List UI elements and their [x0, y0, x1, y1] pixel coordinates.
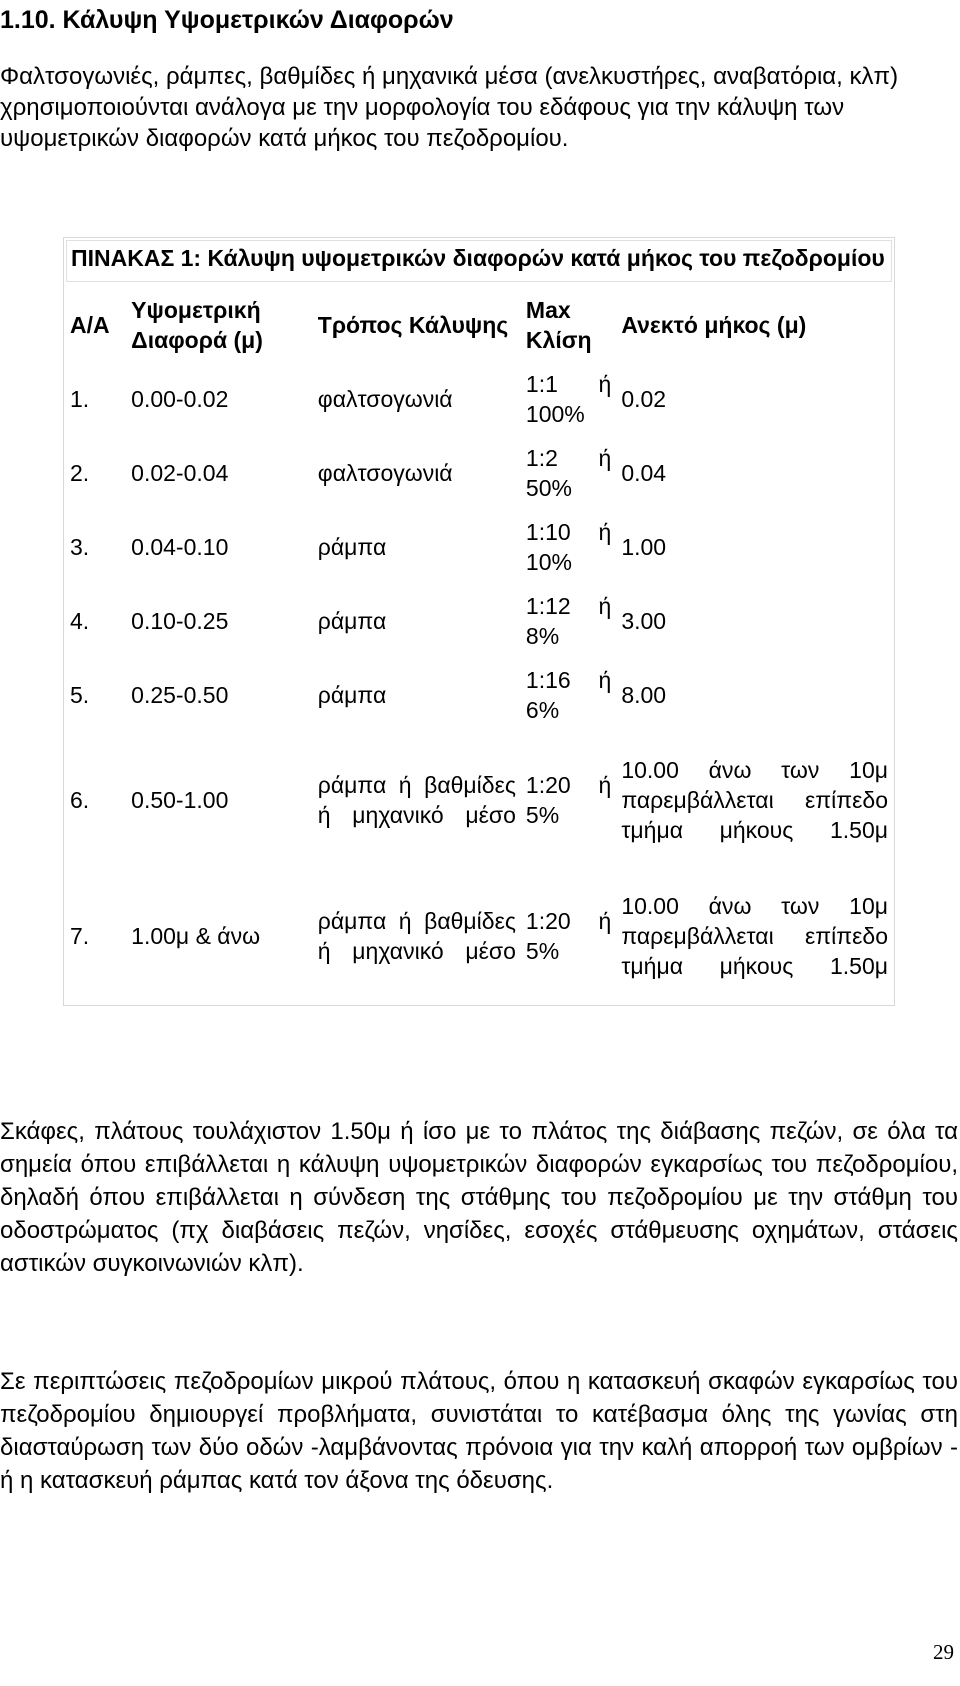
row-number: 2. — [70, 460, 90, 486]
row-number: 3. — [70, 534, 90, 560]
table-row — [66, 659, 892, 731]
row-number: 6. — [70, 787, 90, 813]
tolerable-length: 0.04 — [621, 460, 667, 486]
max-slope: 1:10 ή 10% — [525, 519, 612, 575]
max-slope: 1:2 ή 50% — [525, 445, 612, 501]
coverage-method: φαλτσογωνιά — [317, 460, 453, 486]
tolerable-length: 3.00 — [621, 608, 667, 634]
header-max-slope: Max Κλίση — [525, 297, 592, 353]
max-slope: 1:12 ή 8% — [525, 593, 612, 649]
section-heading: 1.10. Κάλυψη Υψομετρικών Διαφορών — [0, 6, 454, 34]
coverage-method: ράμπα ή βαθμίδες ή μηχανικό μέσο — [317, 908, 516, 964]
table-row — [66, 585, 892, 657]
max-slope: 1:1 ή 100% — [525, 371, 612, 427]
row-number: 4. — [70, 608, 90, 634]
tolerable-length: 8.00 — [621, 682, 667, 708]
row-number: 1. — [70, 386, 90, 412]
height-difference: 0.25-0.50 — [131, 682, 229, 708]
height-difference: 0.02-0.04 — [131, 460, 229, 486]
header-coverage-method: Τρόπος Κάλυψης — [317, 312, 509, 338]
row-number: 7. — [70, 923, 90, 949]
intro-paragraph: Φαλτσογωνιές, ράμπες, βαθμίδες ή μηχανικά μέσα (ανελκυστήρες, αναβατόρια, κλπ) χρησιμοποιούνται ανάλογα με την μορφολογία του εδάφους για την κάλυψη των υψομετρικών διαφορών κατά μήκος του πεζοδρομίου. — [0, 63, 899, 152]
coverage-method: ράμπα ή βαθμίδες ή μηχανικό μέσο — [317, 772, 516, 828]
tolerable-length: 10.00 άνω των 10μ παρεμβάλλεται επίπεδο τμήμα μήκους 1.50μ — [621, 893, 888, 979]
tolerable-length: 10.00 άνω των 10μ παρεμβάλλεται επίπεδο τμήμα μήκους 1.50μ — [621, 757, 888, 843]
tolerable-length: 0.02 — [621, 386, 667, 412]
coverage-method: ράμπα — [317, 682, 387, 708]
height-difference-table — [63, 237, 895, 1006]
height-difference: 1.00μ & άνω — [131, 923, 261, 949]
header-tolerable-length: Ανεκτό μήκος (μ) — [621, 312, 807, 338]
body-paragraph: Σκάφες, πλάτους τουλάχιστον 1.50μ ή ίσο με το πλάτος της διάβασης πεζών, σε όλα τα σημεία όπου επιβάλλεται η κάλυψη υψομετρικών διαφορών εγκαρσίως του πεζοδρομίου, δηλαδή όπου επιβάλλεται η σύνδεση της στάθμης του πεζοδρομίου με την στάθμη του οδοστρώματος (πχ διαβάσεις πεζών, νησίδες, εσοχές στάθμευσης οχημάτων, στάσεις αστικών συγκοινωνιών κλπ). — [0, 1118, 958, 1277]
coverage-method: ράμπα — [317, 608, 387, 634]
table-row — [66, 511, 892, 583]
table-row — [66, 733, 892, 867]
max-slope: 1:20 ή 5% — [525, 908, 612, 964]
table-row — [66, 869, 892, 1003]
header-height-difference: Υψομετρική Διαφορά (μ) — [131, 297, 263, 353]
height-difference: 0.10-0.25 — [131, 608, 229, 634]
coverage-method: φαλτσογωνιά — [317, 386, 453, 412]
row-number: 5. — [70, 682, 90, 708]
table-header-row — [66, 284, 892, 361]
body-paragraph: Σε περιπτώσεις πεζοδρομίων μικρού πλάτους, όπου η κατασκευή σκαφών εγκαρσίως του πεζοδρομίου δημιουργεί προβλήματα, συνιστάται το κατέβασμα όλης της γωνίας στη διασταύρωση των δύο οδών -λαμβάνοντας πρόνοια για την καλή απορροή των ομβρίων - ή η κατασκευή ράμπας κατά τον άξονα της όδευσης. — [0, 1368, 958, 1494]
height-difference: 0.50-1.00 — [131, 787, 229, 813]
tolerable-length: 1.00 — [621, 534, 667, 560]
height-difference: 0.04-0.10 — [131, 534, 229, 560]
height-difference: 0.00-0.02 — [131, 386, 229, 412]
header-aa: Α/Α — [70, 312, 110, 338]
table-row — [66, 363, 892, 435]
table-row — [66, 437, 892, 509]
max-slope: 1:20 ή 5% — [525, 772, 612, 828]
coverage-method: ράμπα — [317, 534, 387, 560]
table-caption: ΠΙΝΑΚΑΣ 1: Κάλυψη υψομετρικών διαφορών κατά μήκος του πεζοδρομίου — [66, 240, 892, 282]
page-number: 29 — [933, 1640, 954, 1664]
max-slope: 1:16 ή 6% — [525, 667, 612, 723]
